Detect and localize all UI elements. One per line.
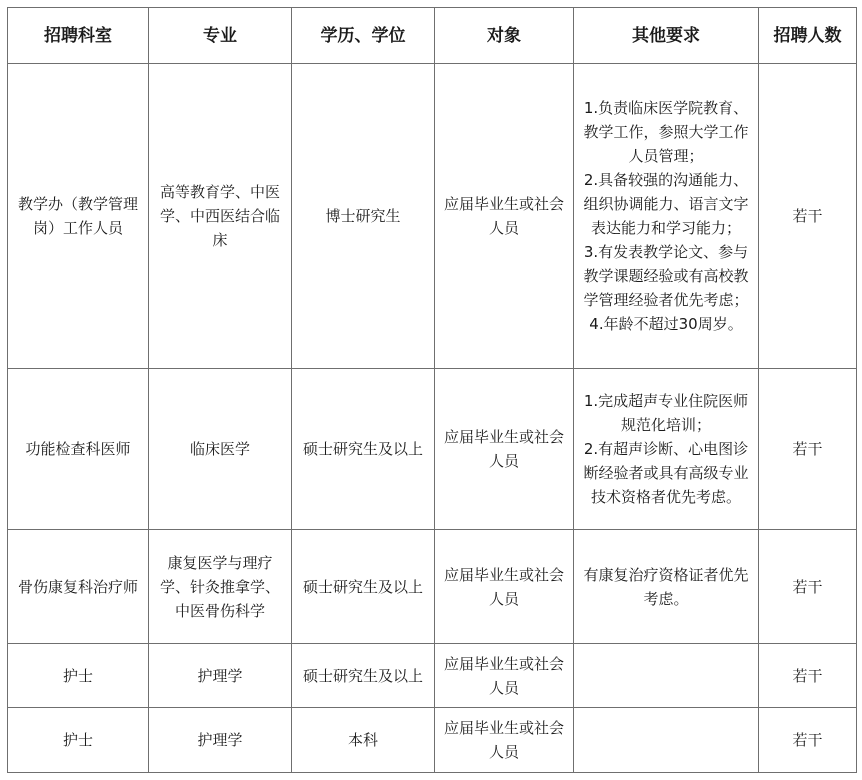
requirement-item: 4.年龄不超过30周岁。 [589, 315, 743, 333]
table-row [8, 644, 857, 708]
cell-major: 高等教育学、中医学、中西医结合临床 [149, 64, 292, 369]
header-target: 对象 [435, 8, 574, 64]
cell-degree: 博士研究生 [292, 64, 435, 369]
cell-dept: 护士 [8, 708, 149, 773]
table-row [8, 64, 857, 369]
table-row [8, 530, 857, 644]
requirement-item: 1.负责临床医学院教育、教学工作，参照大学工作人员管理； [583, 99, 749, 165]
cell-requirements [574, 64, 759, 369]
cell-dept: 功能检查科医师 [8, 369, 149, 530]
cell-requirements [574, 530, 759, 644]
cell-target: 应届毕业生或社会人员 [435, 644, 574, 708]
cell-degree: 硕士研究生及以上 [292, 644, 435, 708]
table-row [8, 708, 857, 773]
cell-requirements [574, 644, 759, 708]
header-degree: 学历、学位 [292, 8, 435, 64]
cell-target: 应届毕业生或社会人员 [435, 530, 574, 644]
requirement-item: 2.具备较强的沟通能力、组织协调能力、语言文字表达能力和学习能力； [583, 171, 749, 237]
cell-requirements [574, 369, 759, 530]
cell-degree: 硕士研究生及以上 [292, 530, 435, 644]
header-count: 招聘人数 [759, 8, 857, 64]
cell-count: 若干 [759, 64, 857, 369]
cell-major: 康复医学与理疗学、针灸推拿学、中医骨伤科学 [149, 530, 292, 644]
cell-dept: 骨伤康复科治疗师 [8, 530, 149, 644]
requirement-item: 有康复治疗资格证者优先考虑。 [583, 565, 749, 608]
header-row [8, 8, 857, 64]
cell-target: 应届毕业生或社会人员 [435, 708, 574, 773]
requirement-item: 3.有发表教学论文、参与教学课题经验或有高校教学管理经验者优先考虑； [583, 243, 749, 309]
cell-count: 若干 [759, 708, 857, 773]
recruitment-table [7, 7, 857, 773]
cell-major: 护理学 [149, 644, 292, 708]
cell-major: 护理学 [149, 708, 292, 773]
cell-major: 临床医学 [149, 369, 292, 530]
cell-target: 应届毕业生或社会人员 [435, 64, 574, 369]
requirement-item: 1.完成超声专业住院医师规范化培训； [583, 392, 749, 434]
requirement-item: 2.有超声诊断、心电图诊断经验者或具有高级专业技术资格者优先考虑。 [583, 440, 749, 506]
cell-dept: 教学办（教学管理岗）工作人员 [8, 64, 149, 369]
cell-degree: 硕士研究生及以上 [292, 369, 435, 530]
table-row [8, 369, 857, 530]
cell-dept: 护士 [8, 644, 149, 708]
cell-count: 若干 [759, 369, 857, 530]
cell-count: 若干 [759, 530, 857, 644]
cell-count: 若干 [759, 644, 857, 708]
cell-degree: 本科 [292, 708, 435, 773]
header-requirements: 其他要求 [574, 8, 759, 64]
cell-requirements [574, 708, 759, 773]
header-major: 专业 [149, 8, 292, 64]
header-dept: 招聘科室 [8, 8, 149, 64]
cell-target: 应届毕业生或社会人员 [435, 369, 574, 530]
